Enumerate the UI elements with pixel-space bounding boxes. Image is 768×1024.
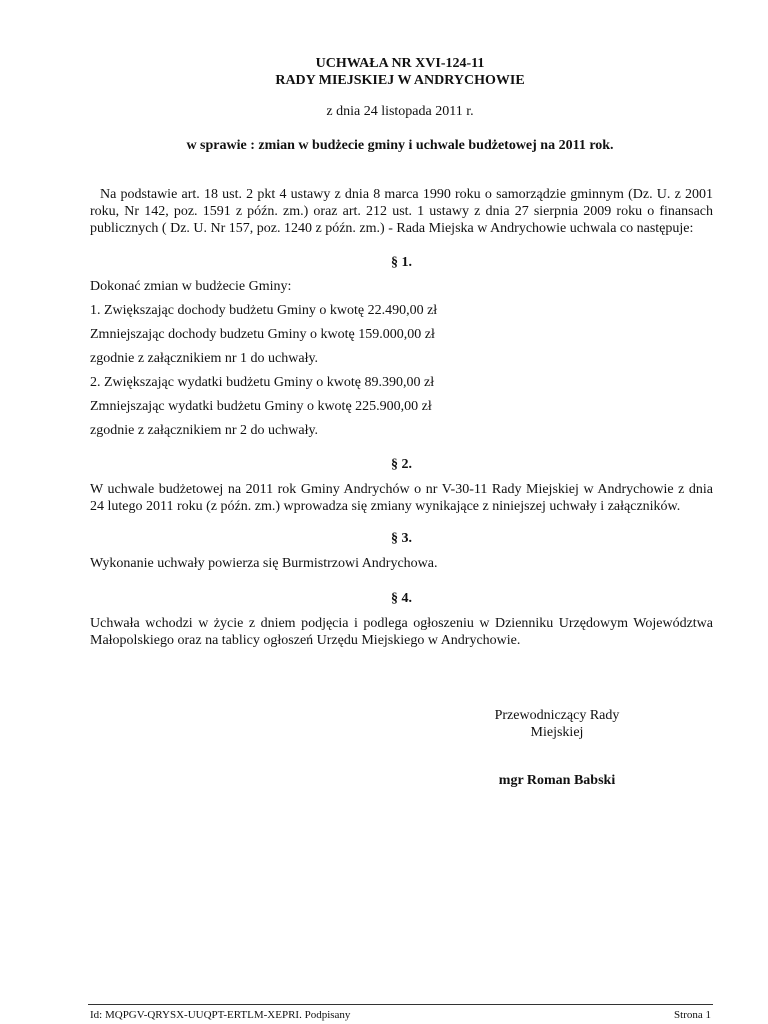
section-1-line: 2. Zwiększając wydatki budżetu Gminy o kwotę 89.390,00 zł: [90, 375, 435, 390]
section-3-heading: § 3.: [391, 531, 412, 546]
footer-page-number: Strona 1: [674, 1009, 711, 1021]
signature-role-line1: Przewodniczący Rady: [494, 708, 620, 723]
section-4-text: Uchwała wchodzi w życie z dniem podjęcia i podlega ogłoszeniu w Dzienniku Urzędowym Województwa Małopolskiego oraz na tablicy ogłoszeń Urzędu Miejskiego w Andrychowie.: [90, 616, 713, 648]
resolution-subject: w sprawie : zmian w budżecie gminy i uchwale budżetowej na 2011 rok.: [186, 138, 614, 153]
title-line-number: UCHWAŁA NR XVI-124-11: [315, 56, 485, 71]
title-line-council: RADY MIEJSKIEJ W ANDRYCHOWIE: [275, 73, 525, 88]
signature-name: mgr Roman Babski: [498, 773, 616, 788]
section-1-line: Zmniejszając wydatki budżetu Gminy o kwotę 225.900,00 zł: [90, 399, 432, 414]
resolution-date: z dnia 24 listopada 2011 r.: [326, 104, 474, 119]
preamble-text: Na podstawie art. 18 ust. 2 pkt 4 ustawy z dnia 8 marca 1990 roku o samorządzie gminnym (Dz. U. z 2001 roku, Nr 142, poz. 1591 z późn. zm.) oraz art. 212 ust. 1 ustawy z dnia 27 sierpnia 2009 roku o finansach publicznych ( Dz. U. Nr 157, poz. 1240 z późn. zm.) - Rada Miejska w Andrychowie uchwala co następuje:: [90, 187, 713, 236]
section-1-intro: Dokonać zmian w budżecie Gminy:: [90, 279, 292, 294]
section-4-heading: § 4.: [391, 591, 412, 606]
section-1-line: Zmniejszając dochody budzetu Gminy o kwotę 159.000,00 zł: [90, 327, 435, 342]
section-1-line: zgodnie z załącznikiem nr 1 do uchwały.: [90, 351, 319, 366]
signature-role: [470, 707, 644, 741]
section-2-text: W uchwale budżetowej na 2011 rok Gminy Andrychów o nr V-30-11 Rady Miejskiej w Andrychowie z dnia 24 lutego 2011 roku (z późn. zm.) wprowadza się zmiany wynikające z niniejszej uchwały i załączników.: [90, 482, 713, 514]
resolution-title: [0, 55, 768, 89]
footer-document-id: Id: MQPGV-QRYSX-UUQPT-ERTLM-XEPRI. Podpisany: [90, 1009, 351, 1021]
signature-role-line2: Miejskiej: [530, 725, 584, 740]
section-1-line: zgodnie z załącznikiem nr 2 do uchwały.: [90, 423, 319, 438]
section-1-line: 1. Zwiększając dochody budżetu Gminy o kwotę 22.490,00 zł: [90, 303, 438, 318]
footer-divider: [88, 1004, 713, 1005]
section-1-heading: § 1.: [391, 255, 412, 270]
section-2-heading: § 2.: [391, 457, 412, 472]
section-3-text: Wykonanie uchwały powierza się Burmistrzowi Andrychowa.: [90, 556, 438, 571]
